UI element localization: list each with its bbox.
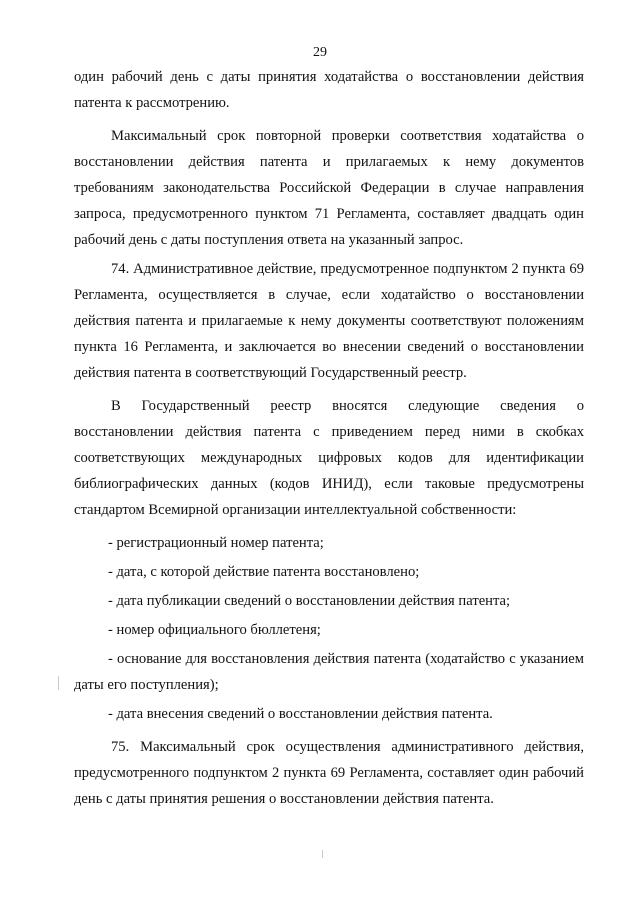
paragraph-75: 75. Максимальный срок осуществления административного действия, предусмотренного подпунктом 2 пункта 69 Регламента, составляет один рабочий день с даты принятия решения о восстановлении действия патента. [74,739,584,807]
list-item: - основание для восстановления действия патента (ходатайство с указанием даты его поступления); [74,651,584,693]
list-item: - регистрационный номер патента; [108,535,324,551]
list-item: - номер официального бюллетеня; [108,622,321,638]
list-item: - дата публикации сведений о восстановлении действия патента; [108,593,511,609]
list-item: - дата, с которой действие патента восстановлено; [108,564,420,580]
scan-artifact-mark [58,676,59,690]
list-item: - дата внесения сведений о восстановлении действия патента. [108,706,493,722]
paragraph-registry-info: В Государственный реестр вносятся следующие сведения о восстановлении действия патента с приведением перед ними в скобках соответствующих международных цифровых кодов для идентификации библиографических данных (кодов ИНИД), если таковые предусмотрены стандартом Всемирной организации интеллектуальной собственности: [74,398,584,518]
paragraph-continuation: один рабочий день с даты принятия ходатайства о восстановлении действия патента к рассмотрению. [74,69,584,111]
paragraph-74: 74. Административное действие, предусмотренное подпунктом 2 пункта 69 Регламента, осуществляется в случае, если ходатайство о восстановлении действия патента и прилагаемые к нему документы соответствуют положениям пункта 16 Регламента, и заключается во внесении сведений о восстановлении действия патента в соответствующий Государственный реестр. [74,261,584,381]
scan-artifact-mark [322,850,323,858]
paragraph-max-recheck-term: Максимальный срок повторной проверки соответствия ходатайства о восстановлении действия патента и прилагаемых к нему документов требованиям законодательства Российской Федерации в случае направления запроса, предусмотренного пунктом 71 Регламента, составляет двадцать один рабочий день с даты поступления ответа на указанный запрос. [74,128,584,248]
page-number: 29 [313,45,327,60]
page-body [74,64,584,812]
